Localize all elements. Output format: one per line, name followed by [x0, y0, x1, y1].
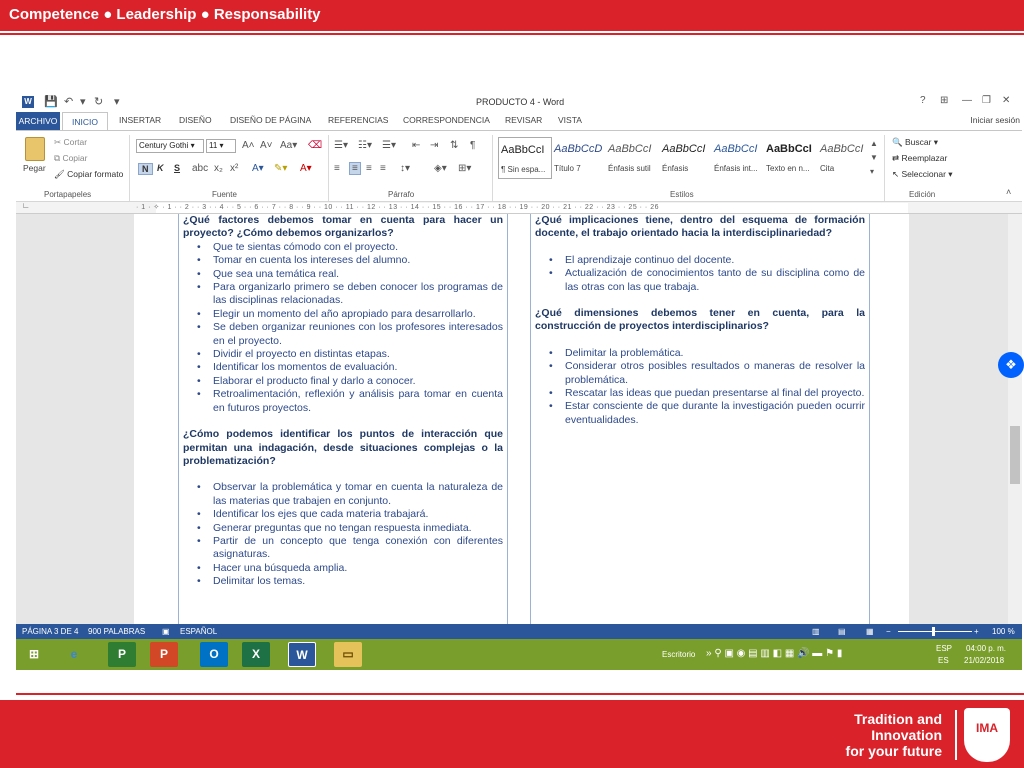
styles-group-label: Estilos: [670, 190, 694, 199]
collapse-ribbon-icon[interactable]: ˄: [1006, 187, 1012, 197]
tab-archivo[interactable]: ARCHIVO: [16, 112, 60, 130]
justify-icon[interactable]: ≡: [380, 163, 386, 174]
style-sample: AaBbCcI: [820, 143, 864, 155]
tab-insertar[interactable]: INSERTAR: [119, 115, 162, 125]
strikethrough-icon[interactable]: abc: [192, 163, 209, 174]
question-dimensions: ¿Qué dimensiones debemos tener en cuenta, para la construcción de proyectos interdisciplinarios?: [535, 307, 865, 333]
tab-diseno-pagina[interactable]: DISEÑO DE PÁGINA: [230, 115, 312, 125]
list-item: • Para organizarlo primero se deben conocer los programas de las disciplinas relacionadas.: [213, 281, 503, 308]
sort-icon[interactable]: ⇅: [450, 140, 459, 151]
outlook-icon[interactable]: O: [200, 642, 228, 667]
internet-explorer-icon[interactable]: e: [70, 647, 78, 661]
italic-button[interactable]: K: [157, 163, 164, 173]
font-name-select[interactable]: Century Gothi ▾: [136, 139, 204, 153]
style-sample: AaBbCcI: [501, 144, 545, 156]
list-item: • Delimitar la problemática.: [565, 347, 865, 360]
bullets-icon[interactable]: ☰▾: [334, 140, 348, 151]
paragraph-group-label: Párrafo: [388, 190, 415, 199]
redo-icon[interactable]: ↻: [94, 96, 104, 108]
align-left-icon[interactable]: ≡: [334, 163, 340, 174]
document-title: PRODUCTO 4 - Word: [476, 97, 565, 107]
list-item: • Identificar los momentos de evaluación.: [213, 361, 503, 374]
style-name: Énfasis: [662, 164, 689, 173]
windows-taskbar: [16, 639, 1022, 670]
print-layout-icon[interactable]: ▤: [838, 627, 846, 636]
increase-indent-icon[interactable]: ⇥: [430, 140, 439, 151]
multilevel-list-icon[interactable]: ☰▾: [382, 140, 396, 151]
find-button[interactable]: 🔍 Buscar ▾: [892, 137, 939, 147]
dimensions-list: [531, 347, 869, 427]
style-sample: AaBbCcI: [608, 143, 652, 155]
page-count-status[interactable]: PÁGINA 3 DE 4: [22, 627, 79, 636]
word-count-status[interactable]: 900 PALABRAS: [88, 627, 146, 636]
show-marks-icon[interactable]: ¶: [470, 140, 476, 151]
publisher-icon[interactable]: P: [108, 642, 136, 667]
close-icon[interactable]: ✕: [1002, 95, 1011, 106]
word-window: [16, 92, 1022, 670]
style-enfasis-sutil[interactable]: [606, 137, 660, 179]
paragraph-gap: [531, 241, 869, 254]
list-item: • Dividir el proyecto en distintas etapas.: [213, 348, 503, 361]
style-sin-espaciado[interactable]: [498, 137, 552, 179]
ribbon-tabs: [16, 112, 1022, 130]
document-page[interactable]: [134, 214, 909, 624]
font-size-value: 11: [209, 141, 218, 150]
list-item: • Delimitar los temas.: [213, 575, 503, 588]
list-item: • El aprendizaje continuo del docente.: [565, 254, 865, 267]
style-enfasis-intenso[interactable]: [712, 137, 766, 179]
header-divider: [0, 33, 1024, 35]
format-painter-button[interactable]: 🖌 Copiar formato: [54, 169, 124, 179]
style-texto-negrita[interactable]: [764, 137, 818, 179]
factors-list: [179, 241, 507, 415]
right-column: [530, 214, 870, 624]
superscript-icon[interactable]: x²: [230, 163, 239, 174]
question-interaction: ¿Cómo podemos identificar los puntos de interacción que permitan una indagación, desde situaciones complejas o la problematización?: [183, 428, 503, 467]
style-sample: AaBbCcI: [766, 143, 812, 155]
paragraph-gap: [179, 415, 507, 428]
status-bar: [16, 624, 1022, 639]
document-area: [16, 214, 1022, 624]
font-name-value: Century Gothi: [139, 141, 189, 150]
list-item: • Identificar los ejes que cada materia trabajará.: [213, 508, 503, 521]
style-sample: AaBbCcI: [662, 143, 706, 155]
language-status[interactable]: ESPAÑOL: [180, 627, 218, 636]
save-icon[interactable]: 💾: [44, 96, 58, 108]
file-explorer-icon[interactable]: ▭: [334, 642, 362, 667]
help-button[interactable]: ?: [920, 95, 926, 106]
powerpoint-icon[interactable]: P: [150, 642, 178, 667]
paste-icon[interactable]: [25, 137, 45, 161]
list-item: • Considerar otros posibles resultados o maneras de resolver la problemática.: [565, 360, 865, 387]
implications-list: [531, 254, 869, 294]
replace-button[interactable]: ⇄ Reemplazar: [892, 153, 948, 163]
excel-icon[interactable]: X: [242, 642, 270, 667]
minimize-icon[interactable]: —: [962, 95, 972, 106]
slide-tagline: Competence ● Leadership ● Responsability: [9, 6, 321, 23]
select-label: Seleccionar: [901, 169, 946, 179]
style-titulo-7[interactable]: [552, 137, 606, 179]
group-separator: [884, 135, 885, 201]
keyboard-layout[interactable]: ES: [938, 656, 949, 665]
proofing-icon[interactable]: ▣: [162, 627, 170, 636]
web-layout-icon[interactable]: ▦: [866, 627, 874, 636]
clock-date[interactable]: 21/02/2018: [964, 656, 1005, 665]
bold-button[interactable]: N: [138, 163, 153, 175]
clock-time[interactable]: 04:00 p. m.: [966, 644, 1007, 653]
group-separator: [328, 135, 329, 201]
style-sample: AaBbCcI: [714, 143, 758, 155]
copy-button[interactable]: ⧉ Copiar: [54, 153, 88, 163]
question-factors: ¿Qué factores debemos tomar en cuenta para hacer un proyecto? ¿Cómo debemos organizarlos?: [183, 214, 503, 240]
list-item: • Partir de un concepto que tenga conexión con diferentes asignaturas.: [213, 535, 503, 562]
style-cita[interactable]: [818, 137, 875, 179]
font-group-label: Fuente: [212, 190, 237, 199]
list-item: • Actualización de conocimientos tanto de su disciplina como de las otras con las que trabaja.: [565, 267, 865, 294]
clipboard-group-label: Portapapeles: [44, 190, 92, 199]
list-item: • Observar la problemática y tomar en cuenta la naturaleza de las materias que trabajen en conjunto.: [213, 481, 503, 508]
zoom-slider-thumb[interactable]: [932, 627, 935, 636]
dropbox-icon[interactable]: ❖: [998, 352, 1024, 378]
ribbon-display-icon[interactable]: ⊞: [940, 95, 949, 106]
subscript-icon[interactable]: x₂: [214, 163, 223, 174]
cut-button[interactable]: ✂ Cortar: [54, 137, 88, 147]
undo-dropdown-icon[interactable]: ▾: [80, 96, 86, 108]
font-size-select[interactable]: 11 ▾: [206, 139, 236, 153]
tab-vista[interactable]: VISTA: [558, 115, 582, 125]
styles-scroll-down-icon[interactable]: ▼: [870, 153, 878, 162]
vertical-scrollbar[interactable]: [1008, 214, 1022, 624]
shading-icon[interactable]: ◈▾: [434, 163, 447, 174]
horizontal-ruler[interactable]: [16, 202, 1022, 214]
ruler-numbers: · 1 · ✧ · 1 · · 2 · · 3 · · 4 · · 5 · · 6 · · 7 · · 8 · · 9 · · 10 · · 11 · · 12 · · 13 · · 14 · · 15 · · 16 · · 17 · · 18 · · 19 · · 20 · · 21 · · 22 · · 23 · · 25 · · 26: [136, 204, 659, 211]
editing-group-label: Edición: [909, 190, 936, 199]
input-language[interactable]: ESP: [936, 644, 953, 653]
decrease-indent-icon[interactable]: ⇤: [412, 140, 421, 151]
style-name: Cita: [820, 164, 835, 173]
restore-icon[interactable]: ❐: [982, 95, 991, 106]
clear-format-icon[interactable]: ⌫: [308, 140, 323, 151]
ima-logo: IMA: [964, 708, 1010, 762]
font-color-icon[interactable]: A▾: [300, 163, 312, 174]
slide-footer: [0, 700, 1024, 768]
styles-more-icon[interactable]: ▾: [870, 167, 875, 176]
zoom-slider[interactable]: [898, 631, 972, 632]
shrink-font-icon[interactable]: A˅: [260, 140, 273, 151]
highlight-icon[interactable]: ✎▾: [274, 163, 288, 174]
windows-start-icon[interactable]: ⊞: [28, 647, 40, 661]
slide-header: [0, 0, 1024, 31]
style-name: Énfasis sutil: [608, 164, 651, 173]
zoom-out-icon[interactable]: −: [886, 627, 891, 636]
style-name: ¶ Sin espa...: [501, 165, 546, 174]
list-item: • Elegir un momento del año apropiado para desarrollarlo.: [213, 308, 503, 321]
slogan-line: Innovation: [871, 727, 942, 743]
list-item: • Se deben organizar reuniones con los profesores interesados en el proyecto.: [213, 321, 503, 348]
line-spacing-icon[interactable]: ↕▾: [400, 163, 411, 174]
tab-inicio[interactable]: INICIO: [62, 112, 108, 131]
footer-divider: [16, 693, 1024, 695]
list-item: • Que te sientas cómodo con el proyecto.: [213, 241, 503, 254]
style-enfasis[interactable]: [660, 137, 714, 179]
list-item: • Estar consciente de que durante la investigación pueden ocurrir eventualidades.: [565, 400, 865, 427]
align-right-icon[interactable]: ≡: [366, 163, 372, 174]
interaction-list: [179, 481, 507, 588]
underline-button[interactable]: S: [174, 163, 181, 173]
tab-correspondencia[interactable]: CORRESPONDENCIA: [403, 115, 490, 125]
list-item: • Hacer una búsqueda amplia.: [213, 562, 503, 575]
undo-icon[interactable]: ↶: [64, 96, 74, 108]
change-case-icon[interactable]: Aa▾: [280, 140, 298, 151]
group-separator: [129, 135, 130, 201]
scrollbar-thumb[interactable]: [1010, 426, 1020, 484]
borders-icon[interactable]: ⊞▾: [458, 163, 472, 174]
title-bar: [16, 92, 1022, 112]
tab-diseno[interactable]: DISEÑO: [179, 115, 212, 125]
style-name: Texto en n...: [766, 164, 810, 173]
text-effects-icon[interactable]: A▾: [252, 163, 264, 174]
styles-scroll-up-icon[interactable]: ▲: [870, 139, 878, 148]
grow-font-icon[interactable]: A˄: [242, 140, 255, 151]
group-separator: [492, 135, 493, 201]
find-label: Buscar: [904, 137, 932, 147]
sign-in-link[interactable]: Iniciar sesión: [970, 115, 1020, 125]
style-name: Énfasis int...: [714, 164, 758, 173]
select-button[interactable]: ↖ Seleccionar ▾: [892, 169, 953, 179]
list-item: • Elaborar el producto final y darlo a conocer.: [213, 375, 503, 388]
align-center-icon[interactable]: ≡: [349, 162, 361, 175]
paste-button[interactable]: Pegar: [23, 163, 46, 173]
question-implications: ¿Qué implicaciones tiene, dentro del esquema de formación docente, el trabajo orientado hacia la interdisciplinariedad?: [535, 214, 865, 240]
replace-label: Reemplazar: [901, 153, 948, 163]
tab-referencias[interactable]: REFERENCIAS: [328, 115, 389, 125]
customize-qat-icon[interactable]: ▾: [114, 96, 120, 108]
desktop-toolbar-label[interactable]: Escritorio: [662, 650, 696, 659]
style-sample: AaBbCcD: [554, 143, 603, 155]
paragraph-gap: [531, 334, 869, 347]
ribbon: [16, 130, 1022, 202]
list-item: • Que sea una temática real.: [213, 268, 503, 281]
paragraph-gap: [179, 468, 507, 481]
copy-label: Copiar: [62, 153, 88, 163]
left-column: [178, 214, 508, 624]
system-tray-icons[interactable]: » ⚲ ▣ ◉ ▤ ▥ ◧ ▦ 🔊 ▬ ⚑ ▮: [706, 648, 843, 659]
zoom-in-icon[interactable]: +: [974, 627, 979, 636]
numbering-icon[interactable]: ☷▾: [358, 140, 372, 151]
read-mode-icon[interactable]: ▥: [812, 627, 820, 636]
footer-slogan: [846, 711, 942, 759]
list-item: • Generar preguntas que no tengan respuesta inmediata.: [213, 522, 503, 535]
list-item: • Tomar en cuenta los intereses del alumno.: [213, 254, 503, 267]
style-name: Título 7: [554, 164, 581, 173]
word-taskbar-icon[interactable]: W: [288, 642, 316, 667]
format-painter-label: Copiar formato: [67, 169, 124, 179]
footer-vertical-divider: [955, 710, 957, 760]
list-item: • Retroalimentación, reflexión y análisis para tomar en cuenta en futuros proyectos.: [213, 388, 503, 415]
slogan-line: Tradition and: [854, 711, 942, 727]
word-app-icon: W: [22, 96, 34, 108]
list-item: • Rescatar las ideas que puedan presentarse al final del proyecto.: [565, 387, 865, 400]
tab-revisar[interactable]: REVISAR: [505, 115, 543, 125]
tab-selector-icon[interactable]: ∟: [22, 201, 30, 210]
slogan-line: for your future: [845, 743, 942, 759]
cut-label: Cortar: [63, 137, 88, 147]
zoom-level[interactable]: 100 %: [992, 627, 1015, 636]
paragraph-gap: [531, 294, 869, 307]
